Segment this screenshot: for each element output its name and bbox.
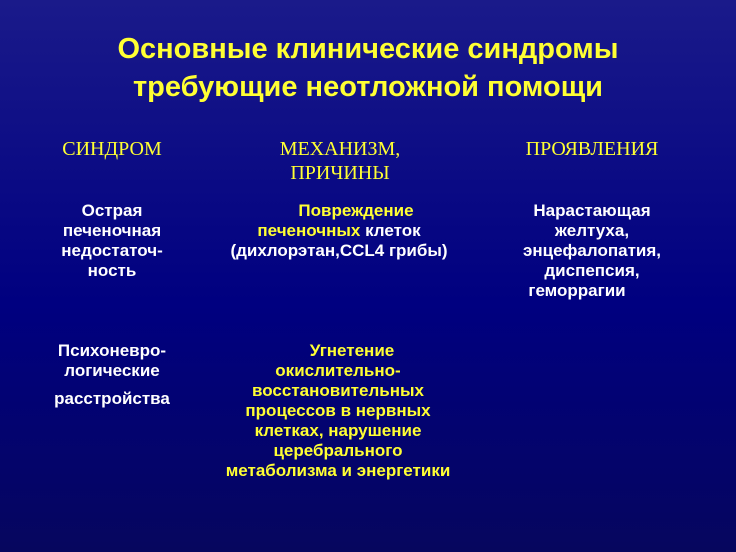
header-manifestations	[478, 137, 706, 161]
row1-manifestations	[478, 201, 706, 301]
row1-mechanism-highlight: печеночных	[257, 221, 361, 240]
row1-manifestation-line: диспепсия,	[544, 261, 640, 280]
row2-mechanism-line: Угнетение	[309, 341, 395, 360]
row1-syndrome-line: печеночная	[62, 221, 162, 240]
row1-manifestation-line: Нарастающая	[533, 201, 651, 220]
row2-syndrome-line: расстройства	[54, 389, 170, 408]
row1-mechanism-line	[198, 221, 480, 241]
title-line-1: Основные клинические синдромы	[117, 33, 619, 65]
row1-syndrome-line: Острая	[81, 201, 143, 220]
row2-syndrome-line: Психоневро-	[57, 341, 167, 360]
header-syndrome-label: СИНДРОМ	[62, 138, 162, 160]
row1-mechanism-line: Повреждение	[298, 201, 414, 220]
header-mechanism-line-1: МЕХАНИЗМ,	[279, 138, 401, 160]
header-mechanism-line-2: ПРИЧИНЫ	[290, 162, 390, 184]
row1-syndrome-line: ность	[87, 261, 137, 280]
row1-syndrome	[22, 201, 202, 281]
row2-mechanism-line: окислительно-	[275, 361, 401, 380]
row1-manifestation-line: геморрагии	[528, 281, 626, 300]
row2-mechanism-line: метаболизма и энергетики	[225, 461, 451, 480]
row2-mechanism-line: процессов в нервных	[245, 401, 431, 420]
row2-syndrome	[22, 341, 202, 409]
row2-mechanism-line: церебрального	[273, 441, 403, 460]
row2-mechanism-line: клетках, нарушение	[254, 421, 422, 440]
row1-manifestation-line: энцефалопатия,	[523, 241, 661, 260]
row1-mechanism	[198, 201, 480, 261]
header-mechanism	[215, 137, 465, 185]
slide-title	[0, 30, 736, 106]
row2-mechanism-line: восстановительных	[252, 381, 424, 400]
header-syndrome	[22, 137, 202, 161]
row2-mechanism	[195, 341, 481, 481]
title-line-2: требующие неотложной помощи	[132, 71, 603, 103]
row2-syndrome-line: логические	[64, 361, 160, 380]
row1-mechanism-line: (дихлорэтан,CCL4 грибы)	[230, 241, 448, 260]
header-manifestations-label: ПРОЯВЛЕНИЯ	[525, 138, 659, 160]
row1-syndrome-line: недостаточ-	[61, 241, 163, 260]
row1-manifestation-line: желтуха,	[554, 221, 630, 240]
row1-mechanism-rest: клеток	[360, 221, 421, 240]
